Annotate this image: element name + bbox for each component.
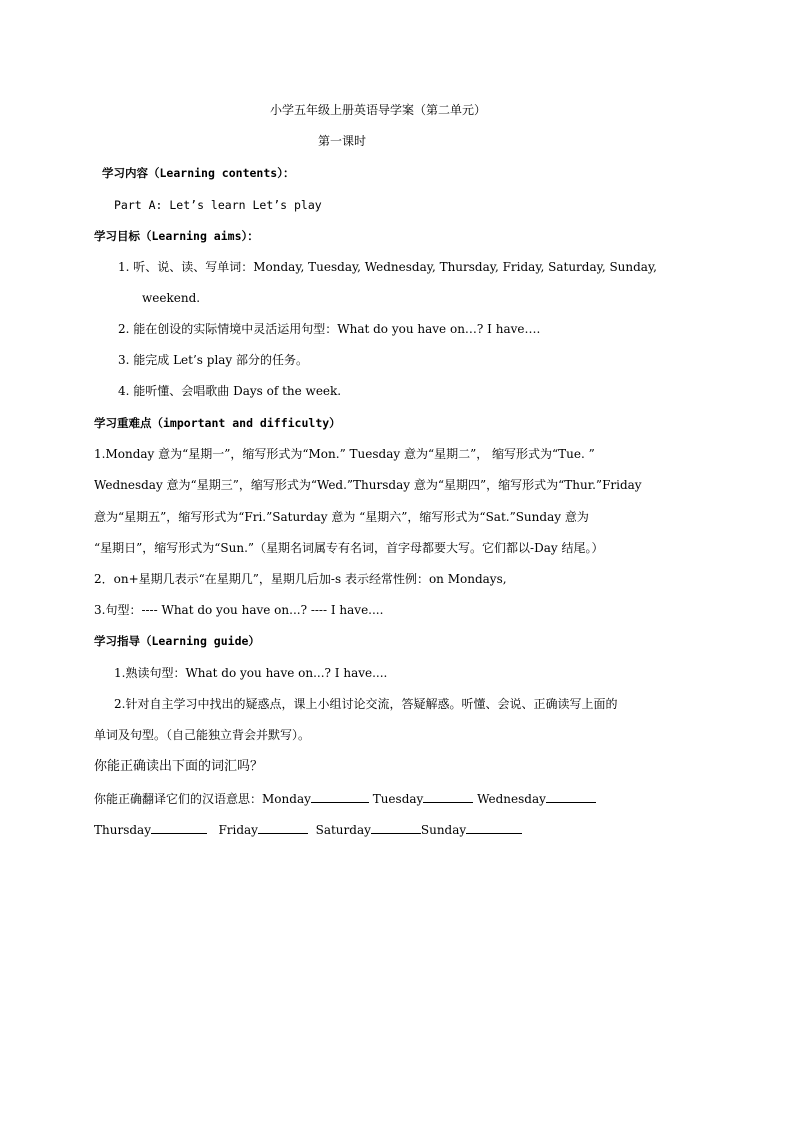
translate-prompt: 你能正确翻译它们的汉语意思：	[94, 792, 263, 806]
guide-line-3: 单词及句型。（自己能独立背会并默写）。	[94, 728, 311, 742]
aim-item-1: 1. 听、说、读、写单词：Monday, Tuesday, Wednesday, Thursday, Friday, Saturday, Sunday,	[118, 260, 657, 274]
difficulty-line-5: 2．on+星期几表示“在星期几”，星期几后加-s 表示经常性例：on Mondays,	[94, 572, 507, 586]
difficulty-line-4: “星期日”，缩写形式为“Sun.”（星期名词属专有名词，首字母都要大写。它们都以-Day 结尾。）	[94, 541, 604, 555]
lesson-subtitle: 第一课时	[318, 134, 367, 148]
blank-wednesday[interactable]	[546, 790, 596, 803]
difficulty-line-3: 意为“星期五”，缩写形式为“Fri.”Saturday 意为 “星期六”，缩写形式为“Sat.”Sunday 意为	[94, 510, 589, 524]
translate-row-2	[94, 821, 522, 838]
content-part: Part A: Let’s learn Let’s play	[114, 198, 322, 212]
word-tuesday: Tuesday	[372, 792, 424, 806]
word-wednesday: Wednesday	[477, 792, 546, 806]
guide-heading: 学习指导（Learning guide）	[94, 634, 260, 648]
blank-monday[interactable]	[311, 790, 369, 803]
translate-row-1	[94, 790, 596, 807]
blank-saturday[interactable]	[371, 821, 421, 834]
word-sunday: Sunday	[420, 823, 467, 837]
difficulty-line-1: 1.Monday 意为“星期一”，缩写形式为“Mon.” Tuesday 意为“星期二”， 缩写形式为“Tue. ”	[94, 447, 595, 461]
aim-item-3: 3. 能完成 Let’s play 部分的任务。	[118, 353, 309, 367]
guide-line-1: 1.熟读句型：What do you have on...? I have....	[114, 666, 388, 680]
difficulty-line-2: Wednesday 意为“星期三”，缩写形式为“Wed.”Thursday 意为“星期四”，缩写形式为“Thur.”Friday	[94, 478, 642, 492]
word-friday: Friday	[218, 823, 258, 837]
difficulty-line-6: 3.句型：---- What do you have on...? ---- I have....	[94, 603, 384, 617]
blank-sunday[interactable]	[466, 821, 522, 834]
aims-heading: 学习目标（Learning aims）：	[94, 229, 259, 243]
difficulty-heading: 学习重难点（important and difficulty）	[94, 416, 341, 430]
blank-friday[interactable]	[258, 821, 308, 834]
word-saturday: Saturday	[315, 823, 371, 837]
aim-item-1-cont: weekend.	[142, 291, 201, 305]
guide-question: 你能正确读出下面的词汇吗？	[94, 759, 264, 774]
blank-tuesday[interactable]	[423, 790, 473, 803]
content-heading: 学习内容（Learning contents）：	[102, 166, 295, 180]
page-title: 小学五年级上册英语导学案（第二单元）	[270, 103, 487, 117]
word-monday: Monday	[262, 792, 311, 806]
aim-item-2: 2. 能在创设的实际情境中灵活运用句型：What do you have on…? I have….	[118, 322, 541, 336]
word-thursday: Thursday	[94, 823, 151, 837]
blank-thursday[interactable]	[151, 821, 207, 834]
aim-item-4: 4. 能听懂、会唱歌曲 Days of the week.	[118, 384, 342, 398]
guide-line-2: 2.针对自主学习中找出的疑惑点，课上小组讨论交流，答疑解惑。听懂、会说、正确读写上面的	[114, 697, 618, 711]
